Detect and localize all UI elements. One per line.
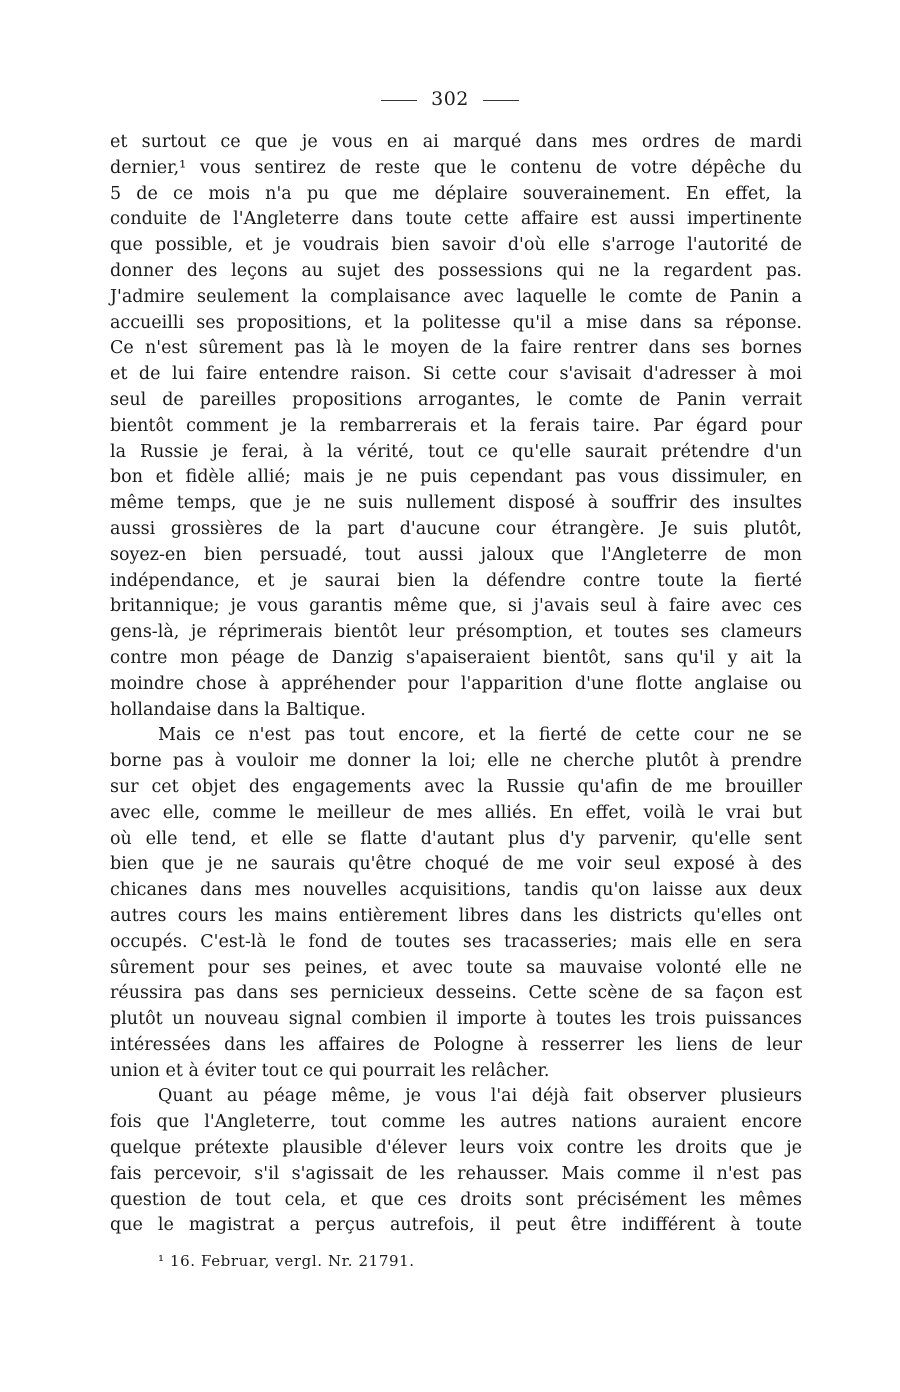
text-line: occupés. C'est-là le fond de toutes ses tracasseries; mais elle en sera — [110, 931, 802, 952]
text-line: J'admire seulement la complaisance avec laquelle le comte de Panin a — [110, 286, 802, 307]
text-line: conduite de l'Angleterre dans toute cette affaire est aussi impertinente — [110, 209, 802, 230]
text-line: et surtout ce que je vous en ai marqué dans mes ordres de mardi — [110, 132, 802, 152]
text-line: chicanes dans mes nouvelles acquisitions, tandis qu'on laisse aux deux — [110, 880, 802, 901]
text-line: aussi grossières de la part d'aucune cour étrangère. Je suis plutôt, — [110, 518, 802, 539]
text-line: dernier,¹ vous sentirez de reste que le contenu de votre dépêche du — [110, 157, 802, 178]
text-line: soyez-en bien persuadé, tout aussi jaloux que l'Angleterre de mon — [110, 544, 802, 565]
text-line: indépendance, et je saurai bien la défendre contre toute la fierté — [110, 570, 802, 591]
text-line: moindre chose à appréhender pour l'apparition d'une flotte anglaise ou — [110, 673, 802, 694]
text-line: même temps, que je ne suis nullement disposé à souffrir des insultes — [110, 493, 802, 514]
text-line: seul de pareilles propositions arrogantes, le comte de Panin verrait — [110, 389, 802, 410]
text-line: réussira pas dans ses pernicieux desseins. Cette scène de sa façon est — [110, 983, 802, 1004]
text-line: union et à éviter tout ce qui pourrait les relâcher. — [110, 1060, 550, 1081]
text-line: fais percevoir, s'il s'agissait de les rehausser. Mais comme il n'est pas — [110, 1163, 802, 1184]
text-line: borne pas à vouloir me donner la loi; elle ne cherche plutôt à prendre — [110, 751, 802, 772]
text-line: Ce n'est sûrement pas là le moyen de la faire rentrer dans ses bornes — [110, 338, 802, 359]
body-text — [110, 130, 802, 1239]
text-line: plutôt un nouveau signal combien il importe à toutes les trois puissances — [110, 1009, 802, 1030]
text-line: intéressées dans les affaires de Pologne à resserrer les liens de leur — [110, 1034, 802, 1055]
text-line: 5 de ce mois n'a pu que me déplaire souverainement. En effet, la — [110, 183, 802, 204]
footnote: ¹ 16. Februar, vergl. Nr. 21791. — [158, 1252, 415, 1270]
text-line: bientôt comment je la rembarrerais et la ferais taire. Par égard pour — [110, 415, 802, 436]
text-line: que possible, et je voudrais bien savoir d'où elle s'arroge l'autorité de — [110, 235, 802, 256]
text-line: donner des leçons au sujet des possessions qui ne la regardent pas. — [110, 260, 802, 281]
text-line: où elle tend, et elle se flatte d'autant plus d'y parvenir, qu'elle sent — [110, 828, 802, 849]
text-line: sur cet objet des engagements avec la Russie qu'afin de me brouiller — [110, 776, 802, 797]
text-line: Quant au péage même, je vous l'ai déjà fait observer plusieurs — [158, 1086, 802, 1107]
page-header — [0, 88, 900, 110]
text-line: bon et fidèle allié; mais je ne puis cependant pas vous dissimuler, en — [110, 467, 802, 488]
text-line: fois que l'Angleterre, tout comme les autres nations auraient encore — [110, 1112, 802, 1133]
paragraph-1 — [110, 130, 802, 723]
text-line: question de tout cela, et que ces droits sont précisément les mêmes — [110, 1189, 802, 1210]
text-line: accueilli ses propositions, et la politesse qu'il a mise dans sa réponse. — [110, 312, 802, 333]
text-line: gens-là, je réprimerais bientôt leur présomption, et toutes ses clameurs — [110, 622, 802, 643]
text-line: hollandaise dans la Baltique. — [110, 699, 366, 720]
text-line: quelque prétexte plausible d'élever leurs voix contre les droits que je — [110, 1138, 802, 1159]
text-line: Mais ce n'est pas tout encore, et la fierté de cette cour ne se — [158, 725, 802, 746]
paragraph-3 — [110, 1084, 802, 1239]
header-rule-right — [483, 100, 519, 101]
text-line: que le magistrat a perçus autrefois, il peut être indifférent à toute — [110, 1215, 802, 1236]
text-line: et de lui faire entendre raison. Si cette cour s'avisait d'adresser à moi — [110, 364, 802, 385]
header-rule-left — [381, 100, 417, 101]
paragraph-2 — [110, 723, 802, 1084]
text-line: sûrement pour ses peines, et avec toute sa mauvaise volonté elle ne — [110, 957, 802, 978]
text-line: contre mon péage de Danzig s'apaiseraient bientôt, sans qu'il y ait la — [110, 647, 802, 668]
page-number: 302 — [431, 88, 469, 110]
text-line: avec elle, comme le meilleur de mes alliés. En effet, voilà le vrai but — [110, 802, 802, 823]
text-line: autres cours les mains entièrement libres dans les districts qu'elles ont — [110, 905, 802, 926]
text-line: bien que je ne saurais qu'être choqué de me voir seul exposé à des — [110, 854, 802, 875]
text-line: britannique; je vous garantis même que, si j'avais seul à faire avec ces — [110, 596, 802, 617]
text-line: la Russie je ferai, à la vérité, tout ce qu'elle saurait prétendre d'un — [110, 441, 802, 462]
